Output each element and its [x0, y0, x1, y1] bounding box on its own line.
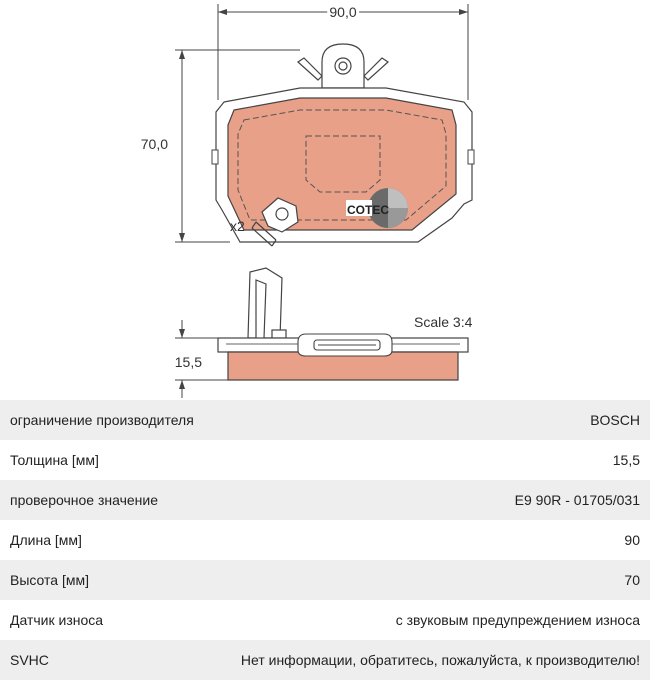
spec-value: 70 [213, 560, 650, 600]
spec-value: BOSCH [213, 400, 650, 440]
spec-label: Датчик износа [0, 600, 213, 640]
spec-label: Толщина [мм] [0, 440, 213, 480]
friction-pad [228, 98, 456, 230]
table-row [0, 480, 650, 520]
height-label: 70,0 [140, 136, 168, 152]
table-row [0, 640, 650, 680]
table-row [0, 400, 650, 440]
spec-value: Нет информации, обратитесь, пожалуйста, к производителю! [213, 640, 650, 680]
spec-value: с звуковым предупреждением износа [213, 600, 650, 640]
table-row [0, 560, 650, 600]
spec-value: E9 90R - 01705/031 [213, 480, 650, 520]
side-bracket [248, 268, 286, 338]
spec-value: 15,5 [213, 440, 650, 480]
thickness-label: 15,5 [174, 354, 202, 370]
cotec-logo-text: COTEC [347, 203, 389, 217]
table-row [0, 520, 650, 560]
spec-table [0, 400, 650, 680]
table-row [0, 600, 650, 640]
spec-label: ограничение производителя [0, 400, 213, 440]
quantity-label: x2 [230, 218, 245, 234]
side-spring-clip [298, 334, 392, 356]
scale-label: Scale 3:4 [414, 314, 473, 330]
spec-label: SVHC [0, 640, 213, 680]
width-label: 90,0 [329, 4, 357, 20]
clip-spring [298, 44, 388, 88]
spec-label: Длина [мм] [0, 520, 213, 560]
table-row [0, 440, 650, 480]
spec-label: проверочное значение [0, 480, 213, 520]
spec-value: 90 [213, 520, 650, 560]
spec-label: Высота [мм] [0, 560, 213, 600]
